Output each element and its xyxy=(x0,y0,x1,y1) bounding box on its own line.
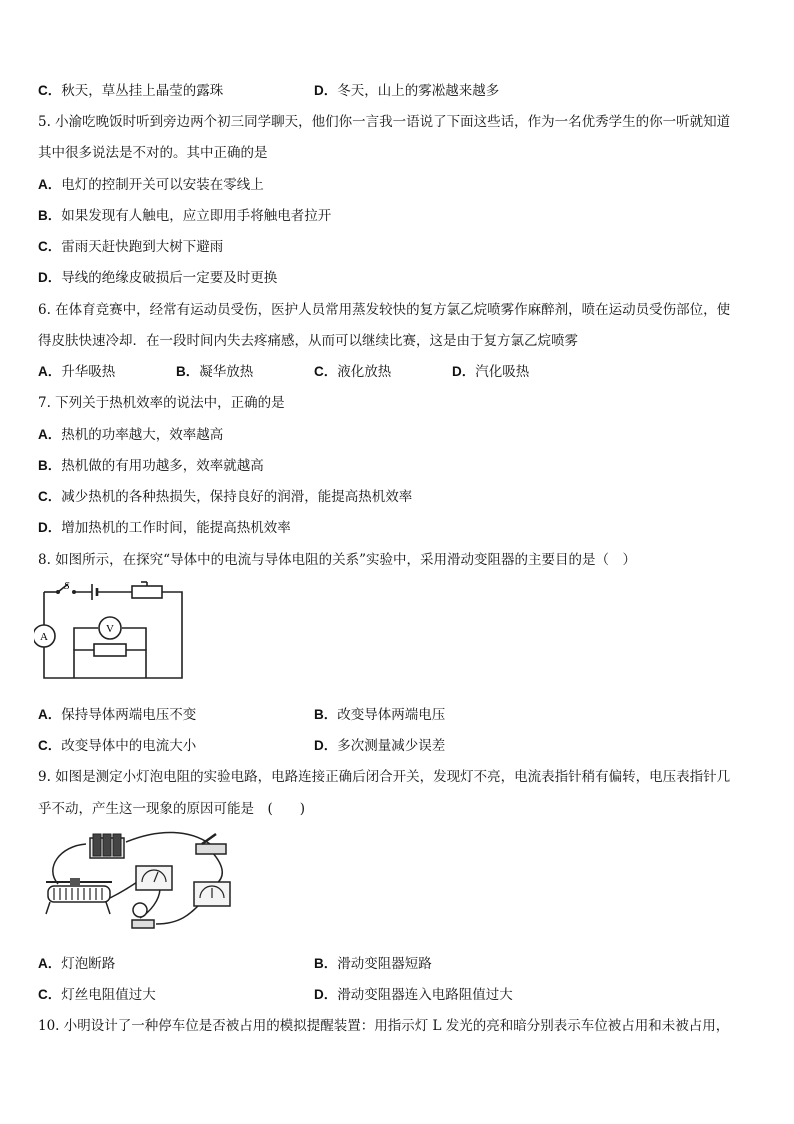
q4-option-d: D．冬天，山上的雾凇越来越多 xyxy=(314,83,500,99)
q8-switch-contact-right xyxy=(72,590,76,594)
q7-option-c: C．减少热机的各种热损失，保持良好的润滑，能提高热机效率 xyxy=(38,489,413,505)
q8-option-a: A．保持导体两端电压不变 xyxy=(38,707,197,723)
q6-option-c: C．液化放热 xyxy=(314,364,392,380)
q6-option-b: B．凝华放热 xyxy=(176,364,254,380)
q9-ammeter xyxy=(136,866,172,890)
q10-stem-line1: 10. 小明设计了一种停车位是否被占用的模拟提醒装置：用指示灯 L 发光的亮和暗分别表示车位被占用和未被占用， xyxy=(38,1018,730,1034)
q8-option-b: B．改变导体两端电压 xyxy=(314,707,446,723)
q8-rheostat-body xyxy=(132,586,162,598)
q5-option-b: B．如果发现有人触电，应立即用手将触电者拉开 xyxy=(38,208,332,224)
q8-branch-left xyxy=(74,650,94,678)
q8-switch-label: S xyxy=(64,580,70,592)
q5-option-a: A．电灯的控制开关可以安装在零线上 xyxy=(38,177,264,193)
q4-option-c: C．秋天，草丛挂上晶莹的露珠 xyxy=(38,83,224,99)
q9-voltmeter xyxy=(194,882,230,906)
q9-circuit-illustration xyxy=(40,828,240,940)
q9-wire-battery-switch xyxy=(126,832,210,844)
q9-battery-pack xyxy=(90,834,124,858)
q8-voltmeter-label: V xyxy=(106,623,114,635)
q8-branch-right xyxy=(126,650,146,678)
q9-stem-line1: 9. 如图是测定小灯泡电阻的实验电路，电路连接正确后闭合开关，发现灯不亮，电流表指针稍有偏转，电压表指针几 xyxy=(38,769,731,785)
q5-option-d: D．导线的绝缘皮破损后一定要及时更换 xyxy=(38,270,278,286)
q9-option-a: A．灯泡断路 xyxy=(38,956,116,972)
q8-resistor xyxy=(94,644,126,656)
q9-option-d: D．滑动变阻器连入电路阻值过大 xyxy=(314,987,513,1003)
q6-option-a: A．升华吸热 xyxy=(38,364,116,380)
q7-option-d: D．增加热机的工作时间，能提高热机效率 xyxy=(38,520,291,536)
q9-rheostat xyxy=(46,878,112,914)
q8-option-d: D．多次测量减少误差 xyxy=(314,738,446,754)
q9-bulb xyxy=(132,903,154,928)
q9-option-c: C．灯丝电阻值过大 xyxy=(38,987,156,1003)
q7-option-b: B．热机做的有用功越多，效率就越高 xyxy=(38,458,264,474)
q5-stem-line2: 其中很多说法是不对的。其中正确的是 xyxy=(38,145,268,161)
q5-stem-line1: 5. 小渝吃晚饭时听到旁边两个初三同学聊天，他们你一言我一语说了下面这些话，作为一名优秀学生的你一听就知道 xyxy=(38,114,731,130)
q7-stem-line1: 7. 下列关于热机效率的说法中，正确的是 xyxy=(38,395,285,411)
q8-switch-contact-left xyxy=(56,590,60,594)
q5-option-c: C．雷雨天赶快跑到大树下避雨 xyxy=(38,239,224,255)
q8-ammeter-label: A xyxy=(40,631,48,643)
q6-option-d: D．汽化吸热 xyxy=(452,364,530,380)
q9-knife-switch xyxy=(196,834,226,854)
q7-option-a: A．热机的功率越大，效率越高 xyxy=(38,427,224,443)
q9-wire-bulb-voltmeter xyxy=(156,904,200,924)
q9-stem-line2: 乎不动，产生这一现象的原因可能是 ( ) xyxy=(38,801,306,817)
q9-option-b: B．滑动变阻器短路 xyxy=(314,956,432,972)
q6-stem-line2: 得皮肤快速冷却．在一段时间内失去疼痛感，从而可以继续比赛，这是由于复方氯乙烷喷雾 xyxy=(38,333,578,349)
q9-wire-battery-rheostat xyxy=(53,844,86,884)
q6-stem-line1: 6. 在体育竞赛中，经常有运动员受伤，医护人员常用蒸发较快的复方氯乙烷喷雾作麻醉剂，喷在运动员受伤部位，使 xyxy=(38,302,731,318)
q9-wire-switch-voltmeter xyxy=(212,852,222,884)
q8-circuit-diagram xyxy=(34,580,190,692)
q8-option-c: C．改变导体中的电流大小 xyxy=(38,738,197,754)
q8-stem-line1: 8. 如图所示，在探究“导体中的电流与导体电阻的关系”实验中，采用滑动变阻器的主要目的是（ ） xyxy=(38,552,636,568)
